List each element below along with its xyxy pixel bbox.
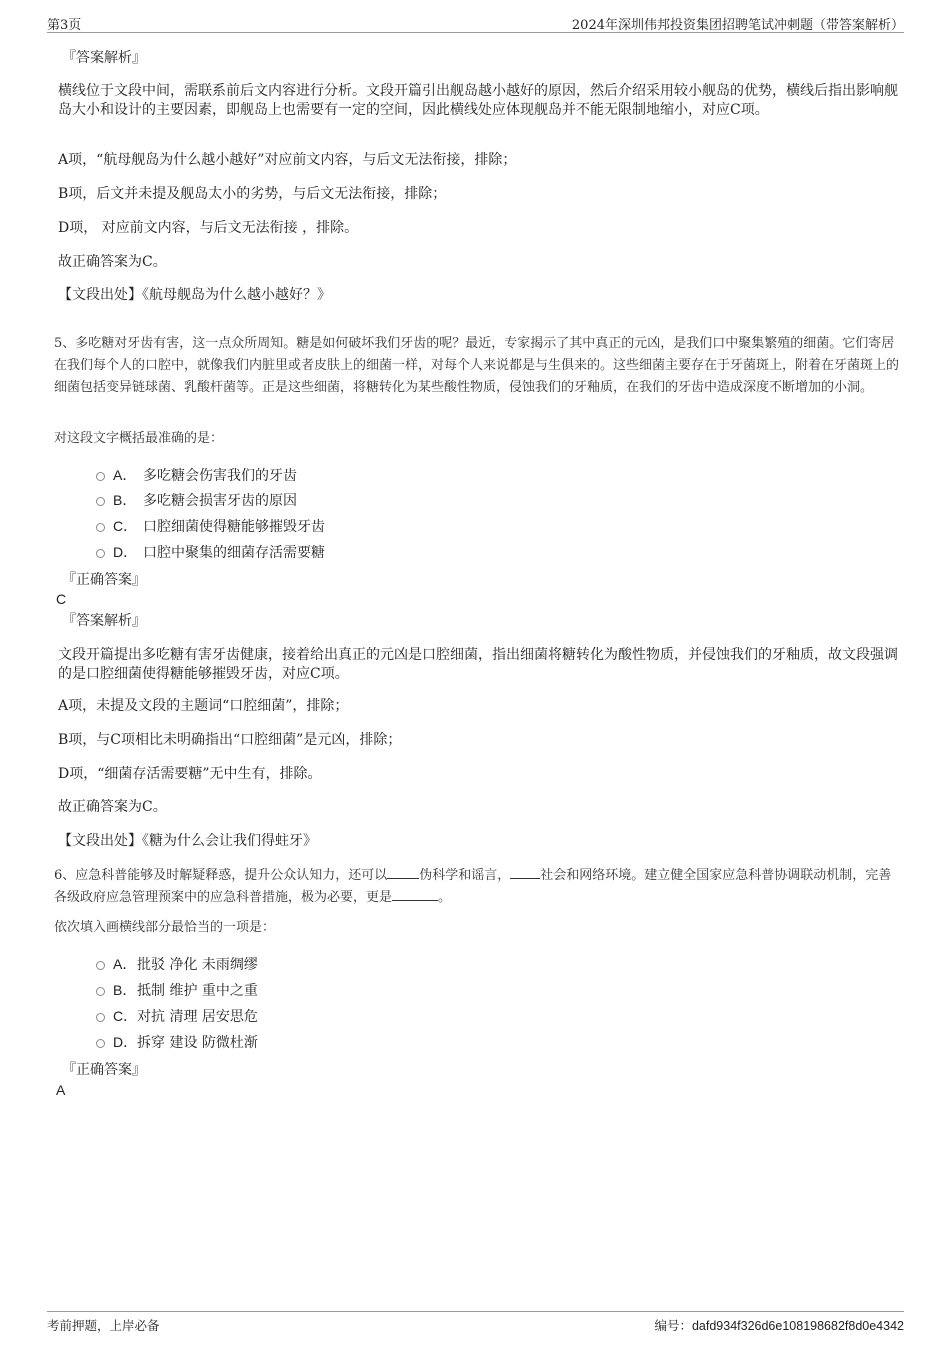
q5-option-d[interactable] bbox=[96, 541, 325, 563]
option-text: 口腔细菌使得糖能够摧毁牙齿 bbox=[143, 519, 325, 535]
q5-source: 【文段出处】《糖为什么会让我们得蛀牙》 bbox=[58, 833, 317, 849]
q5-analysis-label: 『答案解析』 bbox=[62, 613, 146, 629]
q5-answer-label: 『正确答案』 bbox=[62, 572, 146, 588]
document-title: 2024年深圳伟邦投资集团招聘笔试冲刺题（带答案解析） bbox=[571, 18, 904, 33]
q5-option-b[interactable] bbox=[96, 489, 297, 511]
q5-option-d-note: D项，“细菌存活需要糖”无中生有，排除。 bbox=[58, 766, 322, 782]
code-value: dafd934f326d6e108198682f8d0e4342 bbox=[691, 1319, 904, 1333]
q6-question: 依次填入画横线部分最恰当的一项是： bbox=[54, 920, 276, 935]
q6-passage-part: 伪科学和谣言， bbox=[419, 868, 511, 883]
q4-source: 【文段出处】《航母舰岛为什么越小越好？》 bbox=[58, 287, 331, 303]
radio-icon[interactable] bbox=[96, 1039, 105, 1048]
q6-option-b[interactable] bbox=[96, 979, 258, 1001]
option-letter: B． bbox=[113, 492, 137, 508]
q5-question: 对这段文字概括最准确的是： bbox=[54, 431, 224, 446]
page-number: 第3页 bbox=[47, 18, 82, 33]
q5-analysis: 文段开篇提出多吃糖有害牙齿健康，接着给出真正的元凶是口腔细菌，指出细菌将糖转化为酸性物质，并侵蚀我们的牙釉质，故文段强调的是口腔细菌使得糖能够摧毁牙齿，对应C项。 bbox=[58, 647, 898, 682]
q6-passage-part: 6、应急科普能够及时解疑释惑，提升公众认知力，还可以 bbox=[54, 868, 388, 883]
q6-option-d[interactable] bbox=[96, 1031, 258, 1053]
document-code bbox=[654, 1316, 904, 1334]
option-text: 批驳 净化 未雨绸缪 bbox=[137, 957, 258, 973]
q5-passage: 5、多吃糖对牙齿有害，这一点众所周知。糖是如何破坏我们牙齿的呢？最近，专家揭示了其中真正的元凶，是我们口中聚集繁殖的细菌。它们寄居在我们每个人的口腔中，就像我们内脏里或者皮肤上的细菌一样，对每个人来说都是与生俱来的。这些细菌主要存在于牙菌斑上，附着在牙菌斑上的细菌包括变异链球菌、乳酸杆菌等。正是这些细菌，将糖转化为某些酸性物质，侵蚀我们的牙釉质，在我们的牙齿中造成深度不断增加的小洞。 bbox=[54, 336, 900, 395]
q6-passage-part: 。 bbox=[438, 890, 452, 905]
option-letter: B． bbox=[113, 982, 137, 998]
option-text: 拆穿 建设 防微杜渐 bbox=[137, 1035, 258, 1051]
option-letter: A． bbox=[113, 467, 137, 483]
q4-option-d-note: D项， 对应前文内容，与后文无法衔接 ，排除。 bbox=[58, 220, 359, 236]
radio-icon[interactable] bbox=[96, 549, 105, 558]
radio-icon[interactable] bbox=[96, 1013, 105, 1022]
q6-passage bbox=[54, 865, 904, 909]
q4-analysis-label: 『答案解析』 bbox=[62, 50, 146, 66]
q6-passage-part: 社会和网络环境。建立健全国家应急科普协调联动机制，完善各级政府应急管理预案中的应急科普措施，极为必要，更是 bbox=[54, 868, 892, 905]
option-text: 对抗 清理 居安思危 bbox=[137, 1009, 258, 1025]
q5-option-b-note: B项，与C项相比未明确指出“口腔细菌”是元凶，排除； bbox=[58, 732, 402, 748]
radio-icon[interactable] bbox=[96, 961, 105, 970]
option-text: 口腔中聚集的细菌存活需要糖 bbox=[143, 545, 325, 561]
blank-2 bbox=[510, 866, 540, 879]
radio-icon[interactable] bbox=[96, 472, 105, 481]
page-footer bbox=[47, 1311, 904, 1336]
option-text: 多吃糖会伤害我们的牙齿 bbox=[143, 468, 297, 484]
page-header bbox=[47, 12, 904, 33]
radio-icon[interactable] bbox=[96, 523, 105, 532]
option-letter: C． bbox=[113, 1008, 138, 1024]
blank-3 bbox=[392, 888, 438, 901]
q5-option-c[interactable] bbox=[96, 515, 325, 537]
q5-option-a-note: A项，未提及文段的主题词“口腔细菌”，排除； bbox=[58, 698, 349, 714]
q4-analysis: 横线位于文段中间，需联系前后文内容进行分析。文段开篇引出舰岛越小越好的原因，然后介绍采用较小舰岛的优势，横线后指出影响舰岛大小和设计的主要因素，即舰岛上也需要有一定的空间，因此横线处应体现舰岛并不能无限制地缩小，对应C项。 bbox=[58, 83, 898, 118]
q4-option-a-note: A项，“航母舰岛为什么越小越好”对应前文内容，与后文无法衔接，排除； bbox=[58, 152, 517, 168]
option-text: 抵制 维护 重中之重 bbox=[137, 983, 258, 999]
code-label: 编号： bbox=[654, 1318, 692, 1333]
footer-slogan: 考前押题，上岸必备 bbox=[47, 1318, 160, 1333]
option-letter: D． bbox=[113, 544, 138, 560]
q5-answer: C bbox=[56, 591, 67, 607]
q6-answer-label: 『正确答案』 bbox=[62, 1062, 146, 1078]
radio-icon[interactable] bbox=[96, 987, 105, 996]
q6-answer: A bbox=[56, 1082, 66, 1098]
q6-option-c[interactable] bbox=[96, 1005, 258, 1027]
blank-1 bbox=[387, 866, 419, 879]
radio-icon[interactable] bbox=[96, 497, 105, 506]
q4-option-b-note: B项，后文并未提及舰岛太小的劣势，与后文无法衔接，排除； bbox=[58, 186, 447, 202]
q6-option-a[interactable] bbox=[96, 953, 258, 975]
option-text: 多吃糖会损害牙齿的原因 bbox=[143, 493, 297, 509]
option-letter: D． bbox=[113, 1034, 138, 1050]
option-letter: A． bbox=[113, 956, 137, 972]
q5-option-a[interactable] bbox=[96, 464, 297, 486]
option-letter: C． bbox=[113, 518, 138, 534]
q5-conclusion: 故正确答案为C。 bbox=[58, 799, 167, 815]
q4-conclusion: 故正确答案为C。 bbox=[58, 254, 167, 270]
